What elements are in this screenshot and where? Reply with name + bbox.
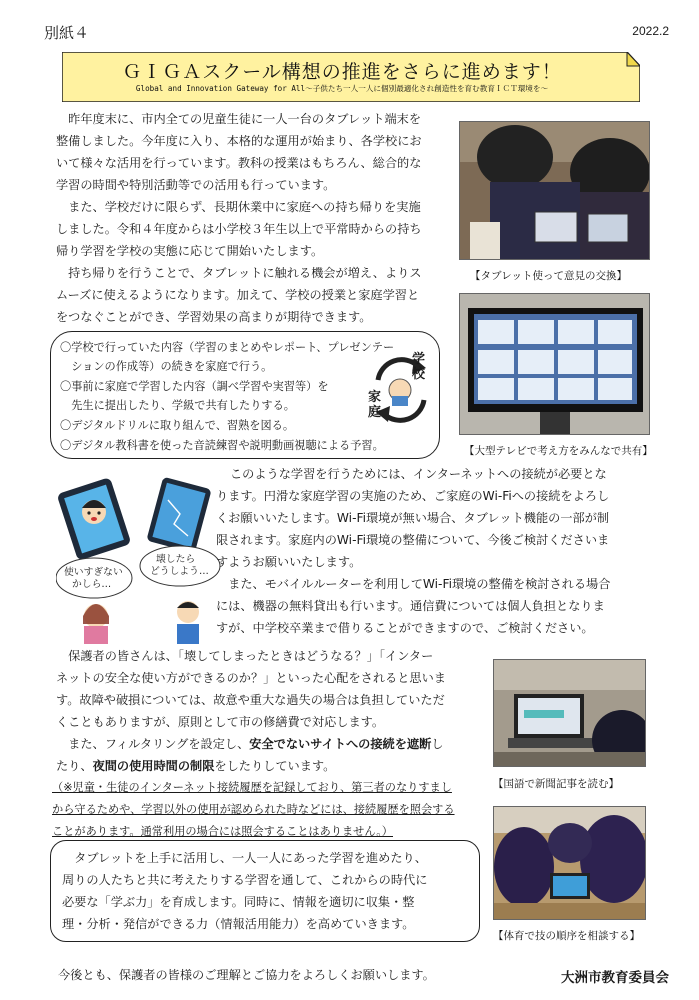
home-study-item: 先生に提出したり、学級で共有したりする。 (60, 399, 295, 412)
wifi-line: このような学習を行うためには、インターネットへの接続が必要とな (230, 467, 607, 481)
intro-line: 学習の時間や特別活動等での活用も行っています。 (56, 178, 336, 192)
summary-line: 周りの人たちと共に考えたりする学習を通して、これからの時代に (62, 873, 428, 887)
school-home-cycle-graphic (366, 350, 436, 430)
intro-line: 昨年度末に、市内全ての児童生徒に一人一台のタブレット端末を (56, 112, 422, 126)
intro-line: をつなぐことができ、学習効果の高まりが期待できます。 (56, 310, 372, 324)
attachment-label: 別紙４ (44, 24, 90, 42)
worry-illustration (56, 474, 224, 644)
photo-pe-discussion (493, 806, 646, 920)
intro-line: 帰り学習を学校の実態に応じて開始いたします。 (56, 244, 324, 258)
summary-line: タブレットを上手に活用し、一人一人にあった学習を進めたり、 (62, 851, 427, 865)
parents-line: す。故障や破損については、故意や重大な過失の場合は負担していただ (56, 693, 445, 707)
wifi-line: すが、中学校卒業まで借りることができますので、ご検討ください。 (216, 621, 594, 635)
home-study-item: 〇学校で行っていた内容（学習のまとめやレポート、プレゼンテー (60, 341, 395, 354)
caption-photo3: 【国語で新聞記事を読む】 (493, 778, 619, 790)
parents-line: また、フィルタリングを設定し、安全でないサイトへの接続を遮断し (56, 737, 444, 751)
home-study-item: 〇事前に家庭で学習した内容（調べ学習や実習等）を (60, 380, 329, 393)
parents-line: たり、夜間の使用時間の制限をしたりしています。 (56, 759, 336, 773)
intro-line: いて様々な活用を行っています。教科の授業はもちろん、総合的な (56, 156, 422, 170)
organization-name: 大洲市教育委員会 (561, 970, 669, 986)
note-line: （※児童・生徒のインターネット接続履歴を記録しており、第三者のなりすまし (52, 781, 452, 794)
wifi-line: ります。円滑な家庭学習の実施のため、ご家庭のWi-Fiへの接続をよろし (216, 489, 610, 503)
cycle-label-school: 学校 (412, 352, 426, 382)
parents-line: 保護者の皆さんは、「壊してしまったときはどうなる？」「インター (56, 649, 434, 663)
filtering-highlight: 安全でないサイトへの接続を遮断 (249, 737, 432, 751)
wifi-line: 限されます。家庭内のWi-Fi環境の整備について、今後ご検討くださいま (216, 533, 610, 547)
page-title: ＧＩＧＡスクール構想の推進をさらに進めます！ (122, 61, 562, 83)
summary-line: 理・分析・発信ができる力（情報活用能力）を高めていきます。 (62, 917, 415, 931)
parents-line: くこともありますが、原則として市の修繕費で対応します。 (56, 715, 385, 729)
photo-tablet-discussion (459, 121, 650, 260)
wifi-line: くお願いいたします。Wi-Fi環境が無い場合、タブレット機能の一部が制 (216, 511, 610, 525)
caption-photo4: 【体育で技の順序を相談する】 (493, 930, 640, 942)
closing-message: 今後とも、保護者の皆様のご理解とご協力をよろしくお願いします。 (58, 968, 435, 982)
intro-paragraph (56, 108, 456, 328)
caption-photo1: 【タブレット使って意見の交換】 (470, 270, 627, 282)
caption-photo2: 【大型テレビで考え方をみんなで共有】 (464, 445, 653, 457)
intro-line: しました。令和４年度からは小学校３年生以上で平常時からの持ち (56, 222, 422, 236)
parents-paragraph (56, 645, 446, 777)
intro-line: ムーズに使えるようになります。加えて、学校の授業と家庭学習と (56, 288, 420, 302)
child-icon (177, 601, 199, 644)
wifi-line: すようお願いいたします。 (216, 555, 362, 569)
page-subtitle: Global and Innovation Gateway for All～子供たち一人一人に個別最適化され創造性を育む教育ＩＣＴ環境を～ (135, 84, 549, 93)
summary-line: 必要な「学ぶ力」を育成します。同時に、情報を適切に収集・整 (62, 895, 415, 909)
photo-newspaper (493, 659, 646, 767)
broken-tablet-icon (146, 477, 211, 554)
home-study-item: ションの作成等）の続きを家庭で行う。 (60, 360, 273, 373)
document-date: 2022.2 (632, 24, 669, 38)
tablet-character-icon (57, 477, 132, 561)
wifi-line: また、モバイルルーターを利用してWi-Fi環境の整備を検討される場合 (216, 577, 611, 591)
title-banner (62, 52, 640, 102)
wifi-line: には、機器の無料貸出も行います。通信費については個人負担となりま (216, 599, 605, 613)
home-study-item: 〇デジタル教科書を使った音読練習や説明動画視聴による予習。 (60, 439, 384, 452)
bubble-left-text: 使いすぎない かしら… (64, 567, 123, 590)
note-line: から守るためや、学習以外の使用が認められた時などには、接続履歴を照会する (52, 803, 455, 816)
intro-line: また、学校だけに限らず、長期休業中に家庭への持ち帰りを実施 (56, 200, 421, 214)
cycle-label-home: 家庭 (368, 390, 382, 420)
bubble-right-text: 壊したら どうしよう… (150, 554, 209, 577)
parents-line: ネットの安全な使い方ができるのか？」といった心配をされると思いま (56, 671, 446, 685)
home-study-item: 〇デジタルドリルに取り組んで、習熟を図る。 (60, 419, 295, 432)
intro-line: 持ち帰りを行うことで、タブレットに触れる機会が増え、よりス (56, 266, 422, 280)
summary-text (62, 847, 427, 935)
photo-large-tv (459, 293, 650, 435)
mother-icon (83, 604, 109, 644)
note-line: ことがあります。通常利用の場合には照会することはありません。） (52, 825, 393, 838)
intro-line: 整備しました。今年度に入り、本格的な運用が始まり、各学校にお (56, 134, 422, 148)
history-note (52, 777, 455, 843)
night-limit-highlight: 夜間の使用時間の制限 (92, 759, 215, 773)
wifi-paragraph (216, 463, 610, 639)
